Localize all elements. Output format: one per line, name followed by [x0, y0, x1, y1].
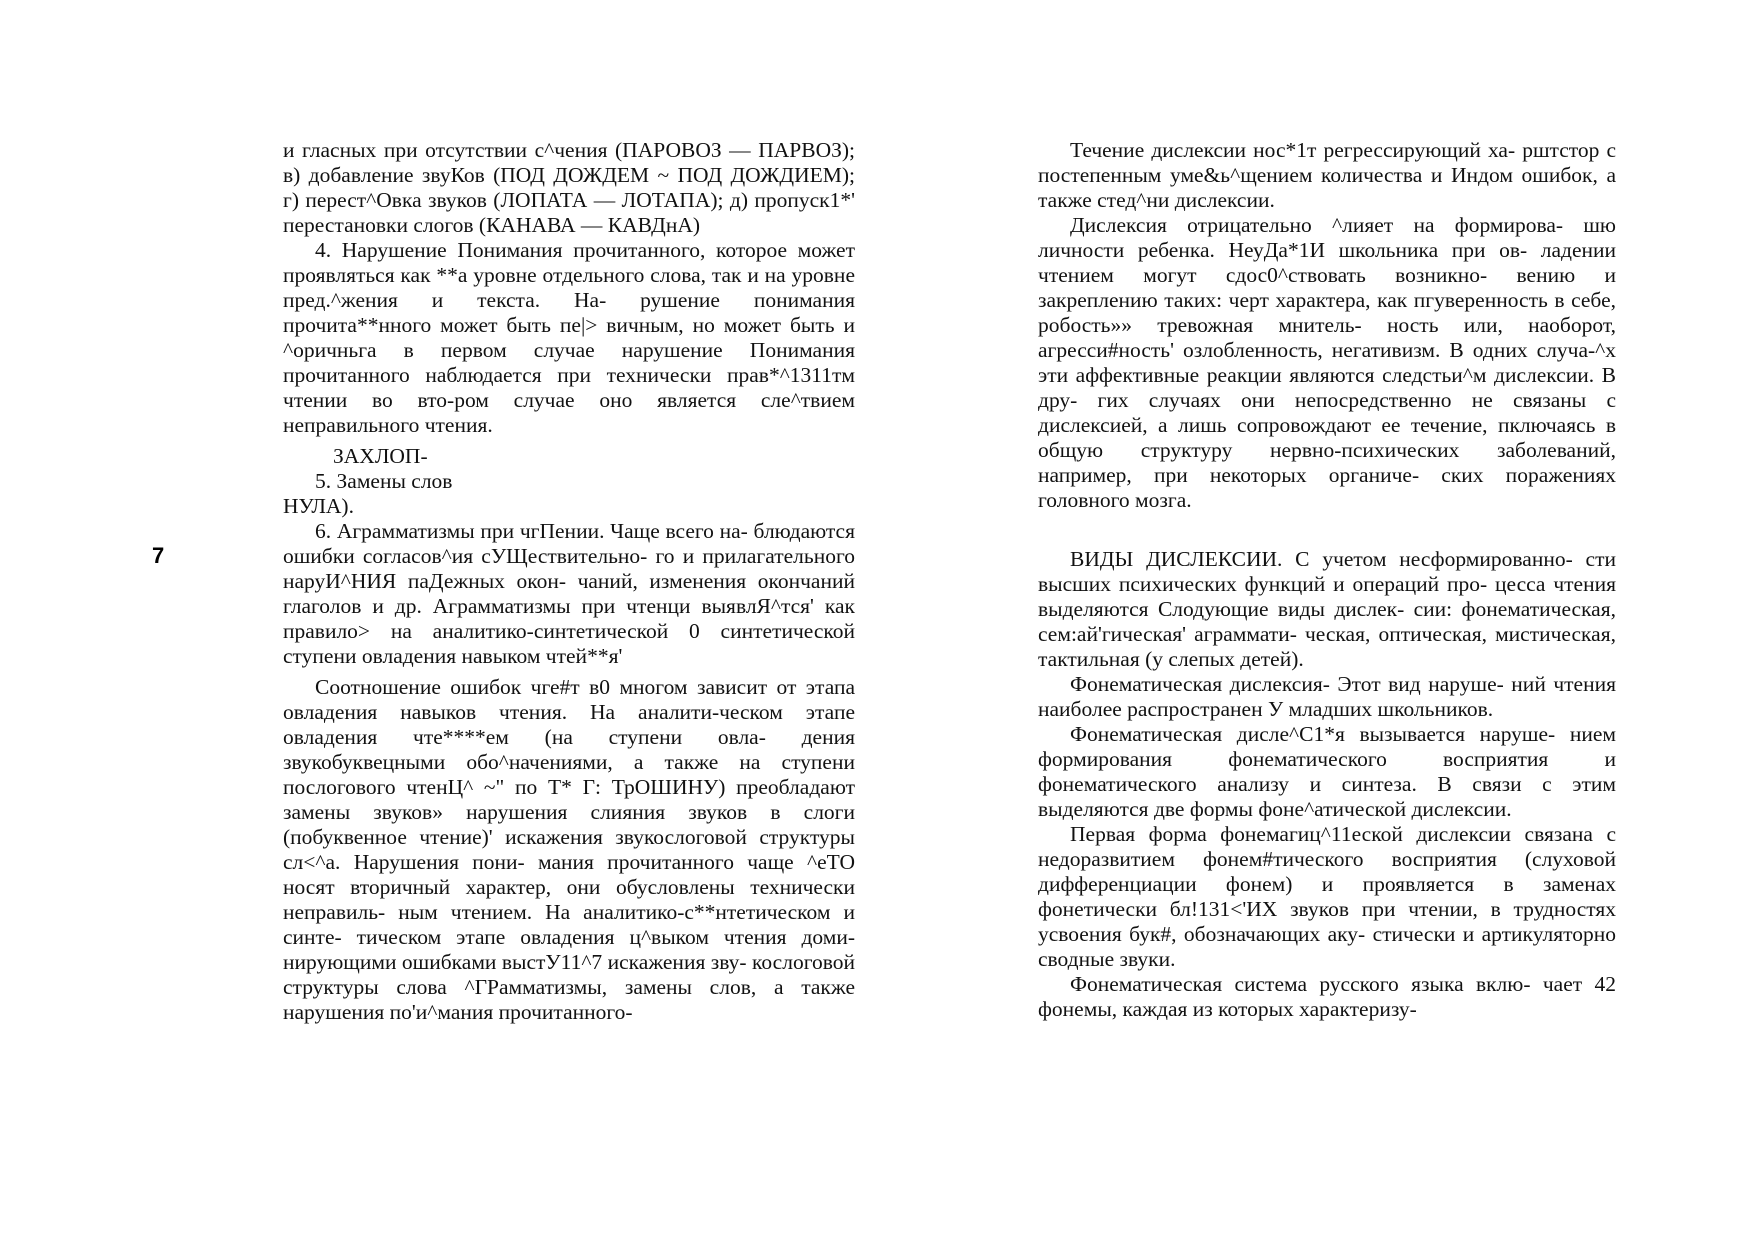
paragraph-left-3: ЗАХЛОП-: [333, 444, 428, 468]
page-number: 7: [152, 543, 165, 568]
paragraph-left-1: и гласных при отсутствии с^чения (ПАРОВОЗ — ПАРВОЗ); в) добавление звуКов (ПОД ДОЖДЕМ ~ ПОД ДОЖДИЕМ); г) перест^Овка звуков (ЛОПАТА — ЛОТАПА); д) пропуск1*' перестановки слогов (КАНАВА — КАВДнА): [283, 138, 855, 237]
paragraph-right-4: Фонематическая дислексия- Этот вид наруше- ний чтения наиболее распространен У младших школьников.: [1038, 672, 1616, 721]
paragraph-right-7: Фонематическая система русского языка вклю- чает 42 фонемы, каждая из которых характеризу-: [1038, 972, 1616, 1021]
paragraph-left-6: 6. Аграмматизмы при чгПении. Чаще всего на- блюдаются ошибки согласов^ия сУЩествительно- го и прилагательного наруИ^НИЯ паДежных окон- чаний, изменения окончаний глаголов и др. Аграмматизмы при чтенци выявлЯ^тся' как правило> на аналитико-синтетической 0 синтетической ступени овладения навыком чтей**я': [283, 519, 855, 668]
paragraph-left-5: НУЛА).: [283, 494, 354, 518]
right-text-column: [1038, 138, 1616, 1022]
paragraph-right-2: Дислексия отрицательно ^лияет на формирова- шю личности ребенка. НеуДа*1И школьника при ов- ладении чтением могут сдос0^ствовать возникно- вению и закреплению таких: черт характера, как пгуверенность в себе, робость»» тревожная мнитель- ность или, наоборот, агресси#ность' озлобленность, негативизм. В одних случа-^х эти аффективные реакции являются следстьи^м дислексии. В дру- гих случаях они непосредственно не связаны с дислексией, а лишь сопровождают ее течение, пключаясь в общую структуру нервно-психических заболеваний, например, при некоторых органиче- ских поражениях головного мозга.: [1038, 213, 1616, 512]
left-text-column: [283, 138, 855, 1025]
paragraph-right-5: Фонематическая дисле^С1*я вызывается наруше- нием формирования фонематического восприятия и фонематического анализу и синтеза. В связи с этим выделяются две формы фоне^атической дислексии.: [1038, 722, 1616, 821]
paragraph-left-7: Соотношение ошибок чге#т в0 многом зависит от этапа овладения навыков чтения. На аналити-ческом этапе овладения чте****ем (на ступени овла- дения звукобуквецными обо^начениями, а также на ступени послогового чтенЦ^ ~" по Т* Г: ТрОШИНУ) преобладают замены звуков» нарушения слияния звуков в слоги (побуквенное чтение)' искажения звукослоговой структуры сл<^а. Нарушения пони- мания прочитанного чаще ^еТО носят вторичный характер, они обусловлены технически неправиль- ным чтением. На аналитико-с**нтетическом и синте- тическом этапе овладения ц^выком чтения доми- нирующими ошибками выстУ11^7 искажения зву- кослоговой структуры слова ^ГРамматизмы, замены слов, а также нарушения по'и^мания прочитанного-: [283, 675, 855, 1024]
paragraph-right-1: Течение дислексии нос*1т регрессирующий ха- рштстор с постепенным уме&ь^щением количества и Индом ошибок, а также стед^ни дислексии.: [1038, 138, 1616, 212]
paragraph-left-2: 4. Нарушение Понимания прочитанного, которое может проявляться как **а уровне отдельного слова, так и на уровне пред.^жения и текста. На- рушение понимания прочита**нного может быть пе|> вичным, но может быть и ^оричньга в первом случае нарушение Понимания прочитанного наблюдается при технически прав*^1311тм чтении во вто-ром случае оно является сле^твием неправильного чтения.: [283, 238, 855, 437]
paragraph-right-3: ВИДЫ ДИСЛЕКСИИ. С учетом несформированно- сти высших психических функций и операций про- цесса чтения выделяются Слодующие виды дислек- сии: фонематическая, сем:ай'гическая' аграммати- ческая, оптическая, мистическая, тактильная (у слепых детей).: [1038, 547, 1616, 671]
paragraph-left-4: 5. Замены слов: [315, 469, 453, 493]
paragraph-right-6: Первая форма фонемагиц^11еской дислексии связана с недоразвитием фонем#тического восприятия (слуховой дифференциации фонем) и проявляется в заменах фонетически бл!131<'ИХ звуков при чтении, в трудностях усвоения бук#, обозначающих аку- стически и артикуляторно сводные звуки.: [1038, 822, 1616, 971]
